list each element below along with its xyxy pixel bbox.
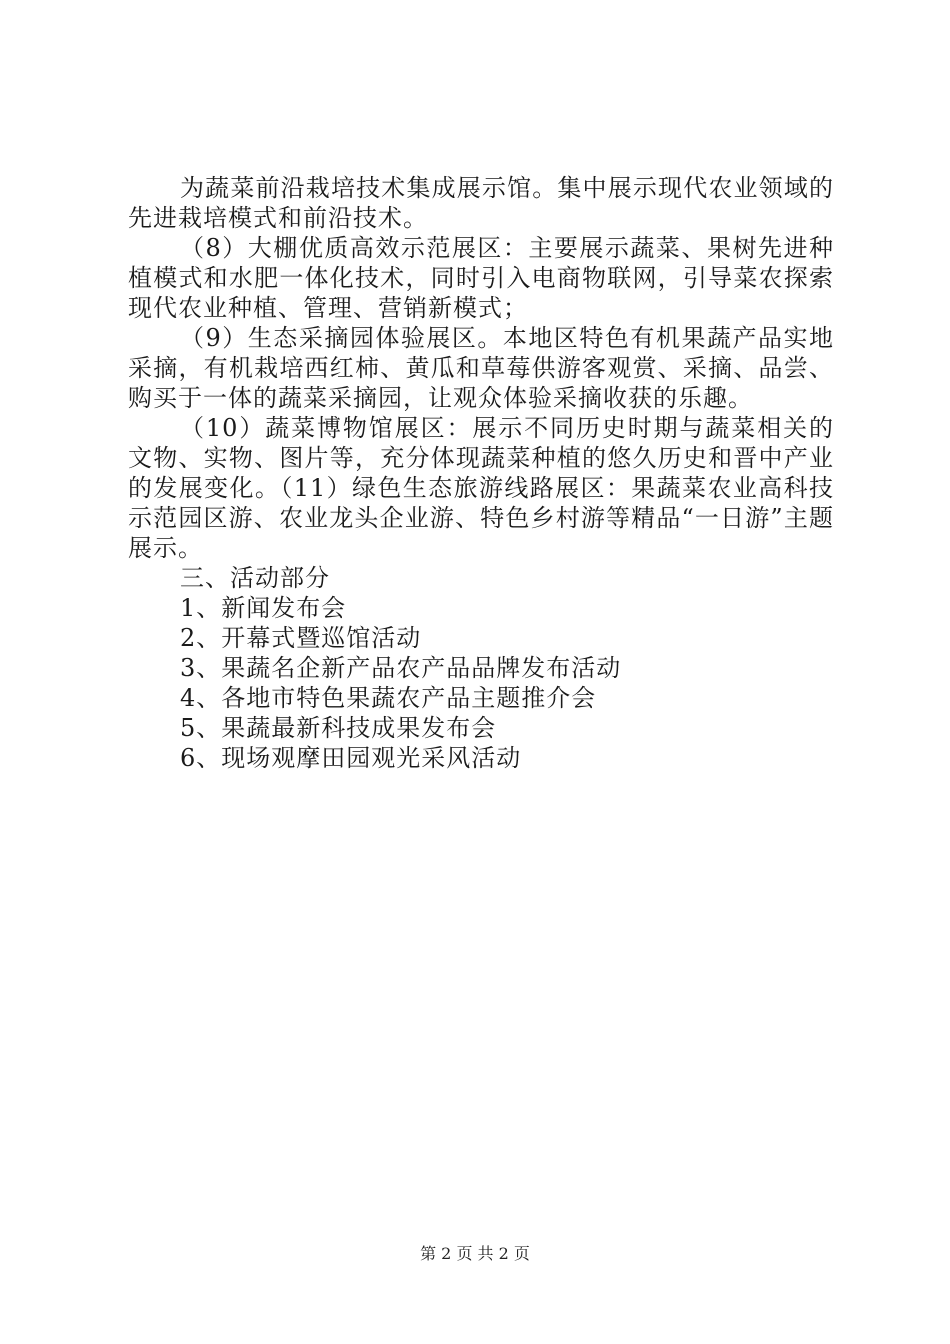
activity-item: 3、果蔬名企新产品农产品品牌发布活动 [180, 654, 622, 682]
paragraph-greenhouse-zone: （8）大棚优质高效示范展区：主要展示蔬菜、果树先进种植模式和水肥一体化技术，同时引入电商物联网，引导菜农探索现代农业种植、管理、营销新模式； [128, 234, 834, 322]
paragraph-picking-garden-zone: （9）生态采摘园体验展区。本地区特色有机果蔬产品实地采摘，有机栽培西红柿、黄瓜和草莓供游客观赏、采摘、品尝、购买于一体的蔬菜采摘园，让观众体验采摘收获的乐趣。 [128, 324, 834, 412]
activity-item: 6、现场观摩田园观光采风活动 [180, 744, 522, 772]
document-body [128, 173, 834, 773]
activity-item: 2、开幕式暨巡馆活动 [180, 624, 422, 652]
paragraph-exhibition-hall: 为蔬菜前沿栽培技术集成展示馆。集中展示现代农业领域的先进栽培模式和前沿技术。 [128, 174, 834, 232]
activity-item: 1、新闻发布会 [180, 594, 347, 622]
page-number-footer: 第 2 页 共 2 页 [420, 1244, 530, 1263]
activity-item: 5、果蔬最新科技成果发布会 [180, 714, 497, 742]
paragraph-museum-and-tourism-zone: （10）蔬菜博物馆展区：展示不同历史时期与蔬菜相关的文物、实物、图片等，充分体现蔬菜种植的悠久历史和晋中产业的发展变化。（11）绿色生态旅游线路展区：果蔬菜农业高科技示范园区游、农业龙头企业游、特色乡村游等精品“一日游”主题展示。 [128, 414, 834, 562]
activity-item: 4、各地市特色果蔬农产品主题推介会 [180, 684, 597, 712]
section-heading: 三、活动部分 [180, 564, 330, 592]
